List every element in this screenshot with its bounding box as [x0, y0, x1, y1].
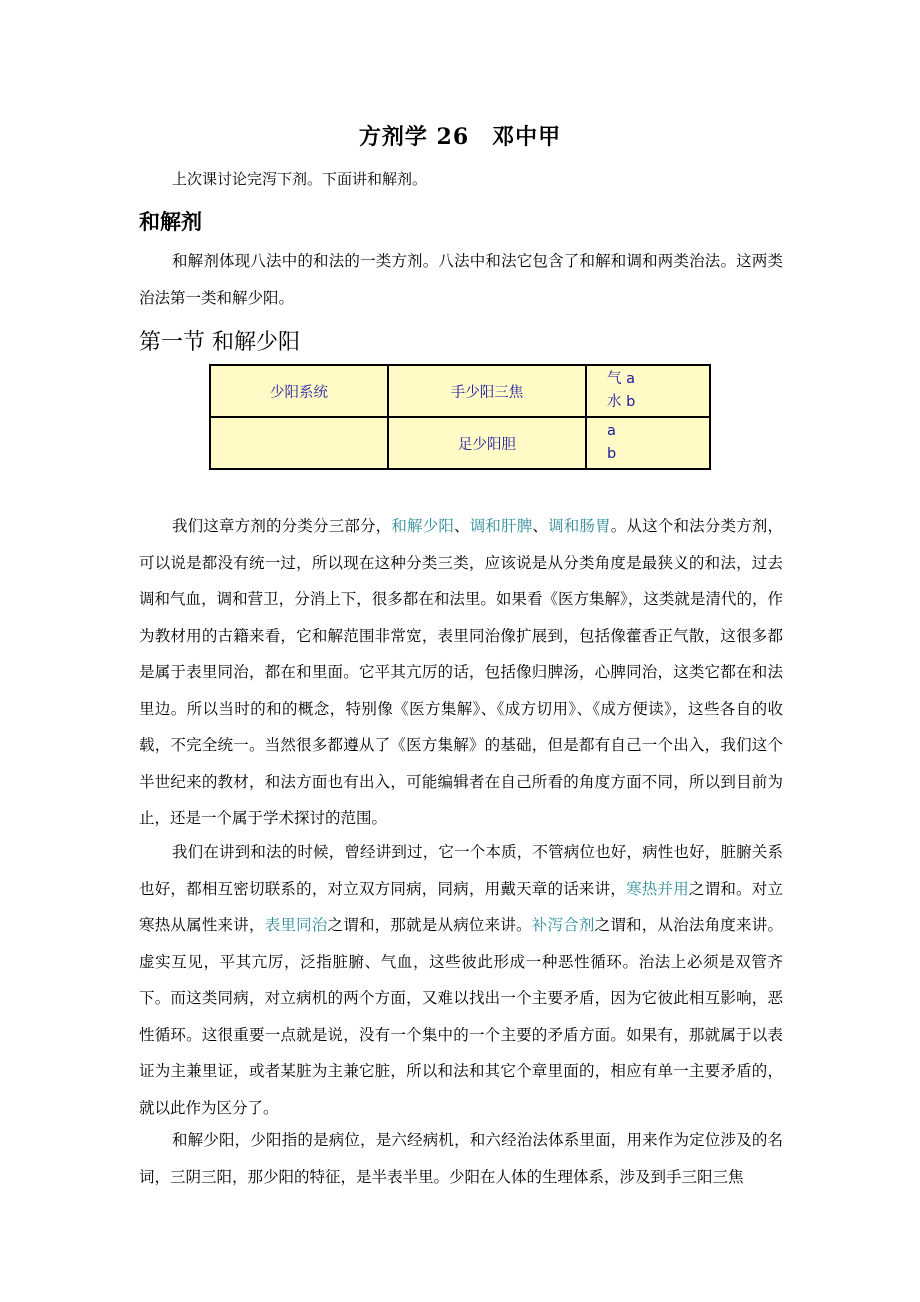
paragraph-3	[139, 834, 783, 1126]
table-cell: 少阳系统	[210, 365, 388, 417]
table-row	[210, 365, 710, 417]
highlight-term: 调和肝脾	[469, 517, 533, 535]
highlight-term: 补泻合剂	[531, 916, 595, 934]
cell-line: 水 b	[607, 394, 636, 410]
text-run: 之谓和，从治法角度来讲。虚实互见，平其亢厉，泛指脏腑、气血，这些彼此形成一种恶性循环。治法上必须是双管齐下。而这类同病，对立病机的两个方面，又难以找出一个主要矛盾，因为它彼此相互影响，恶性循环。这很重要一点就是说，没有一个集中的一个主要的矛盾方面。如果有，那就属于以表证为主兼里证，或者某脏为主兼它脏，所以和法和其它个章里面的，相应有单一主要矛盾的，就以此作为区分了。	[139, 916, 783, 1117]
cell-line: 气 a	[607, 371, 635, 387]
text-run: 。从这个和法分类方剂，可以说是都没有统一过，所以现在这种分类三类，应该说是从分类角度是最狭义的和法，过去调和气血，调和营卫，分消上下，很多都在和法里。如果看《医方集解》，这类就是清代的，作为教材用的古籍来看，它和解范围非常宽，表里同治像扩展到，包括像藿香正气散，这很多都是属于表里同治，都在和里面。它平其亢厉的话，包括像归脾汤，心脾同治，这类它都在和法里边。所以当时的和的概念，特别像《医方集解》、《成方切用》、《成方便读》，这些各自的收载，不完全统一。当然很多都遵从了《医方集解》的基础，但是都有自己一个出入，我们这个半世纪来的教材，和法方面也有出入，可能编辑者在自己所看的角度方面不同，所以到目前为止，还是一个属于学术探讨的范围。	[139, 517, 783, 827]
table-cell: 足少阳胆	[388, 417, 586, 469]
heading-hejie: 和解剂	[139, 210, 202, 234]
highlight-term: 寒热并用	[626, 879, 689, 898]
cell-line: a	[607, 423, 616, 439]
paragraph-2	[139, 508, 783, 837]
text-run: 之谓和，那就是从病位来讲。	[327, 916, 532, 934]
table-cell	[210, 417, 388, 469]
highlight-term: 调和肠胃	[548, 517, 611, 535]
page-title: 方剂学 26 邓中甲	[358, 124, 562, 150]
text-run: 之谓和。对立寒热从属性来讲，	[139, 879, 783, 934]
text-run: 我们这章方剂的分类分三部分，	[172, 517, 392, 535]
text-run: 我们在讲到和法的时候，曾经讲到过，它一个本质，不管病位也好，病性也好，脏腑关系也好，都相互密切联系的，对立双方同病，同病，用戴天章的话来讲，	[139, 843, 783, 898]
paragraph-1: 和解剂体现八法中的和法的一类方剂。八法中和法它包含了和解和调和两类治法。这两类治法第一类和解少阳。	[139, 252, 783, 307]
text-run: 、	[532, 517, 549, 535]
section-heading: 第一节 和解少阳	[139, 330, 300, 355]
intro-text: 上次课讨论完泻下剂。下面讲和解剂。	[172, 170, 428, 188]
highlight-term: 表里同治	[264, 916, 328, 934]
text-run: 、	[454, 517, 470, 535]
highlight-term: 和解少阳	[391, 517, 455, 535]
table-cell: 手少阳三焦	[388, 365, 586, 417]
shaoyang-table	[209, 364, 711, 470]
cell-line: b	[607, 446, 617, 462]
paragraph-4: 和解少阳，少阳指的是病位，是六经病机，和六经治法体系里面，用来作为定位涉及的名词，三阴三阳，那少阳的特征，是半表半里。少阳在人体的生理体系，涉及到手三阳三焦	[139, 1131, 783, 1186]
table-cell	[586, 417, 710, 469]
table-cell	[586, 365, 710, 417]
table-row	[210, 417, 710, 469]
